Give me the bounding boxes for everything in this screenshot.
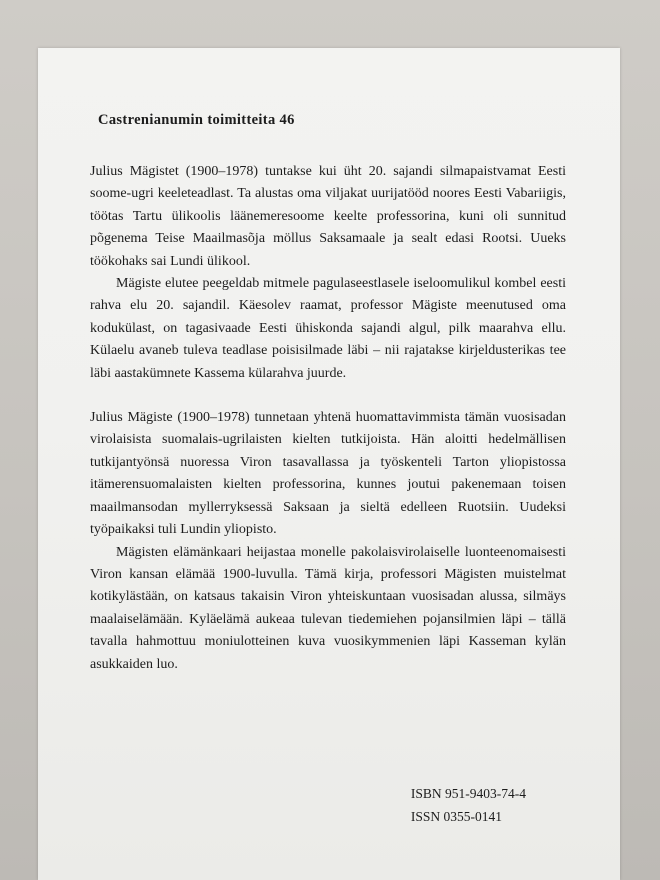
finnish-paragraph-1: Julius Mägiste (1900–1978) tunnetaan yhtenä huomattavimmista tämän vuosisadan virolaisista suomalais-ugrilaisten kielten tutkijoista. Hän aloitti hedelmällisen tutkijantyönsä nuoressa Viron tasavallassa ja työskenteli Tarton yliopistossa itämerensuomalaisten kielten professorina, kunnes joutui pakenemaan toisen maailmansodan myllerryksessä Saksaan ja sieltä edelleen Ruotsiin. Uudeksi työpaikaksi tuli Lundin yliopisto. — [90, 410, 566, 538]
series-title: Castrenianumin toimitteita 46 — [98, 112, 295, 128]
blurb-text — [90, 161, 566, 676]
finnish-paragraph-2: Mägisten elämänkaari heijastaa monelle pakolaisvirolaiselle luonteenomaisesti Viron kansan elämää 1900-luvulla. Tämä kirja, professori Mägisten muistelmat kotikylästään, on katsaus takaisin Viron yhteiskuntaan vuosisadan alussa, silmäys maalaiselämään. Kyläelämä aukeaa tulevan tiedemiehen pojansilmien läpi – tällä tavalla hahmottuu moniulotteinen kuva vuosikymmenien läpi Kasseman kylän asukkaiden luo. — [90, 544, 566, 672]
isbn-number: ISBN 951-9403-74-4 — [410, 786, 526, 801]
back-cover-page — [38, 48, 620, 880]
issn-number: ISSN 0355-0141 — [410, 809, 503, 824]
estonian-paragraph-2: Mägiste elutee peegeldab mitmele pagulaseestlasele iseloomulikul kombel eesti rahva elu 20. sajandil. Käesolev raamat, professor Mägiste meenutused oma kodukülast, on tagasivaade Eesti ühiskonda sajandi algul, pilk maarahva ellu. Külaelu avaneb tuleva teadlase poisisilmade läbi – nii rajatakse kirjeldusterikas tee läbi aastakümnete Kassema külarahva juurde. — [90, 276, 566, 381]
estonian-paragraph-1: Julius Mägistet (1900–1978) tuntakse kui üht 20. sajandi silmapaistvamat Eesti soome-ugri keeleteadlast. Ta alustas oma viljakat uurijatööd noores Eesti Vabariigis, töötas Tartu ülikoolis läänemeresoome keelte professorina, kuni oli sunnitud põgenema Teise Maailmasõja möllus Saksamaale ja sealt edasi Rootsi. Uueks töökohaks sai Lundi ülikool. — [90, 164, 566, 269]
identifier-block — [411, 782, 526, 828]
section-gap — [90, 385, 566, 407]
